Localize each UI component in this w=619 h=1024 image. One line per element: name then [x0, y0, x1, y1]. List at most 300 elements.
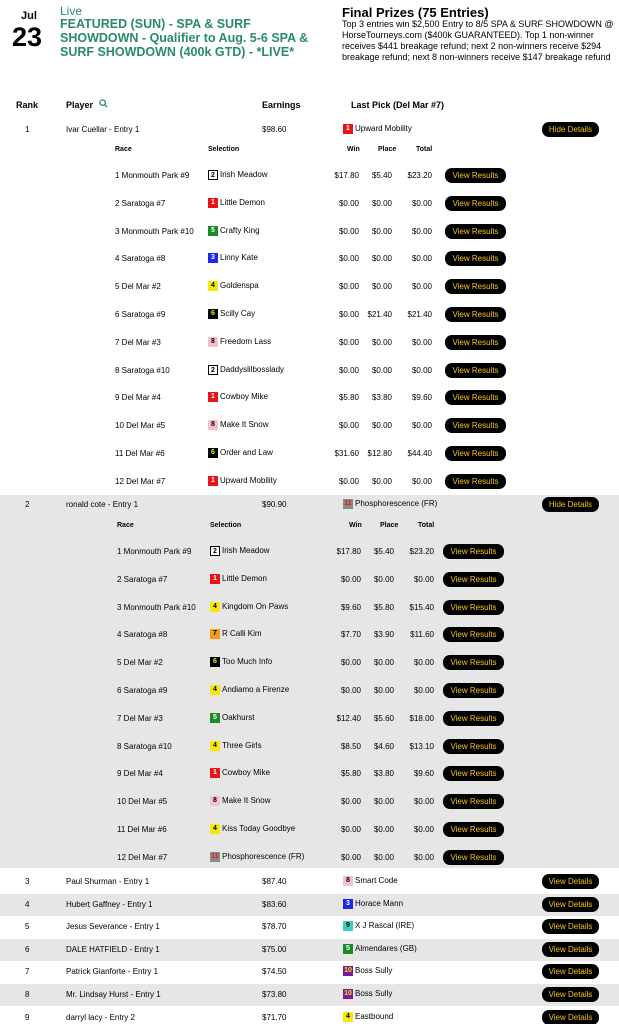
race-row [0, 850, 619, 870]
last-pick [343, 989, 392, 999]
win-amount: $5.80 [338, 393, 359, 403]
player-name[interactable]: darryl lacy - Entry 2 [66, 1013, 135, 1022]
total-amount: $13.10 [409, 741, 434, 751]
search-icon[interactable] [99, 99, 108, 108]
last-pick-horse: Smart Code [355, 876, 398, 886]
selection-horse: Andiamo a Firenze [222, 685, 290, 695]
selection-horse: Daddyslilbosslady [220, 364, 285, 374]
total-amount: $11.60 [410, 630, 434, 640]
total-amount: $0.00 [413, 574, 434, 584]
place-amount: $0.00 [371, 421, 392, 431]
total-amount: $23.20 [409, 547, 434, 556]
selection-horse: Irish Meadow [222, 546, 270, 556]
place-amount: $0.00 [371, 365, 392, 375]
place-amount: $0.00 [373, 686, 394, 695]
view-results-button[interactable]: View Results [445, 418, 506, 433]
win-amount: $5.80 [340, 769, 361, 779]
race-row [0, 168, 619, 188]
race-row [0, 711, 619, 731]
rank: 8 [25, 990, 30, 999]
view-results-button[interactable]: View Results [443, 739, 504, 754]
earnings: $71.70 [262, 1013, 287, 1022]
win-amount: $0.00 [340, 574, 361, 584]
selection [210, 574, 267, 584]
saddle-cloth-badge: 2 [208, 170, 218, 180]
race-name: 5 Del Mar #2 [115, 282, 161, 292]
saddle-cloth-badge: 4 [343, 1012, 353, 1022]
selection-horse: Too Much Info [222, 657, 273, 667]
view-results-button[interactable]: View Results [445, 196, 506, 211]
saddle-cloth-badge: 3 [343, 899, 353, 909]
selection-horse: Cowboy Mike [222, 768, 271, 778]
tournament-title: FEATURED (SUN) - SPA & SURF SHOWDOWN - Qualifier to Aug. 5-6 SPA & SURF SHOWDOWN (400k GTD) - *LIVE* [60, 17, 309, 59]
selection-horse: Phosphorescence (FR) [222, 851, 305, 861]
selection-horse: Three Girls [222, 740, 262, 750]
total-subheader: Total [416, 146, 433, 153]
place-amount: $12.80 [367, 449, 392, 458]
place-amount: $0.00 [373, 658, 394, 668]
place-amount: $0.00 [371, 476, 392, 486]
player-name[interactable]: ronald cote - Entry 1 [66, 500, 139, 509]
prizes-text: Top 3 entries win $2,500 Entry to 8/5 SPA & SURF SHOWDOWN @ HorseTourneys.com ($400k GUARANTEED). Top 1 non-winner receives $441 breakage refund; next 2 non-winners receive $294 breakage refund; next 8 non-winners receive $147 breakage refund [342, 19, 614, 62]
saddle-cloth-badge: 11 [344, 500, 352, 507]
selection [208, 420, 268, 430]
place-amount: $4.60 [373, 741, 394, 751]
earnings-column-header: Earnings [262, 100, 301, 110]
place-amount: $5.40 [371, 171, 392, 180]
place-subheader: Place [378, 146, 397, 153]
place-amount: $5.40 [373, 547, 394, 556]
rank: 3 [25, 877, 30, 886]
race-name: 7 Del Mar #3 [115, 337, 161, 347]
place-amount: $3.80 [373, 769, 394, 779]
place-amount: $0.00 [373, 852, 394, 862]
race-name: 3 Monmouth Park #10 [115, 226, 194, 236]
race-name: 1 Monmouth Park #9 [117, 547, 192, 556]
win-amount: $7.70 [340, 630, 361, 640]
selection [210, 546, 270, 556]
win-amount: $0.00 [340, 825, 361, 834]
selection-horse: Order and Law [220, 448, 273, 458]
player-name[interactable]: Paul Shurman - Entry 1 [66, 877, 150, 886]
place-amount: $0.00 [371, 198, 392, 208]
view-details-button[interactable]: View Details [542, 874, 599, 889]
race-row [0, 363, 619, 383]
last-pick [343, 899, 403, 909]
saddle-cloth-badge: 2 [210, 546, 220, 556]
last-pick-horse: X J Rascal (IRE) [355, 921, 415, 931]
saddle-cloth-badge: 2 [208, 365, 218, 375]
win-amount: $17.80 [334, 171, 359, 180]
earnings: $83.60 [262, 900, 287, 909]
last-pick-column-header: Last Pick (Del Mar #7) [351, 100, 445, 110]
selection-horse: Kiss Today Goodbye [222, 824, 296, 834]
race-name: 2 Saratoga #7 [115, 198, 166, 208]
race-name: 10 Del Mar #5 [115, 421, 166, 431]
race-subheader: Race [117, 522, 134, 529]
race-name: 5 Del Mar #2 [117, 658, 163, 668]
saddle-cloth-badge: 8 [208, 337, 218, 347]
view-results-button[interactable]: View Results [445, 446, 506, 461]
total-amount: $0.00 [413, 825, 434, 834]
place-amount: $0.00 [373, 797, 394, 807]
saddle-cloth-badge: 4 [210, 741, 220, 751]
rank: 9 [25, 1013, 30, 1022]
win-amount: $0.00 [340, 658, 361, 668]
total-amount: $0.00 [411, 476, 432, 486]
selection [208, 476, 277, 486]
selection [208, 392, 268, 402]
saddle-cloth-badge: 8 [210, 796, 220, 806]
saddle-cloth-badge: 5 [208, 226, 218, 236]
total-amount: $0.00 [411, 365, 432, 375]
race-name: 9 Del Mar #4 [117, 769, 163, 779]
race-row [0, 739, 619, 759]
place-amount: $0.00 [371, 254, 392, 264]
win-amount: $0.00 [338, 421, 359, 431]
win-amount: $0.00 [338, 198, 359, 208]
rank: 7 [25, 967, 30, 976]
selection [210, 657, 272, 667]
saddle-cloth-badge: 4 [210, 685, 220, 695]
view-results-button[interactable]: View Results [443, 544, 504, 559]
win-subheader: Win [349, 522, 362, 529]
view-results-button[interactable]: View Results [445, 224, 506, 239]
rank: 4 [25, 900, 30, 909]
saddle-cloth-badge: 3 [208, 253, 218, 263]
last-pick [343, 944, 417, 954]
last-pick [343, 499, 437, 509]
view-details-button[interactable]: View Details [542, 987, 599, 1002]
place-amount: $0.00 [373, 574, 394, 584]
earnings: $75.00 [262, 945, 287, 954]
race-name: 9 Del Mar #4 [115, 393, 161, 403]
saddle-cloth-badge: 4 [210, 602, 220, 612]
win-subheader: Win [347, 146, 360, 153]
win-amount: $0.00 [338, 337, 359, 347]
race-name: 12 Del Mar #7 [115, 476, 166, 486]
earnings: $74.50 [262, 967, 287, 976]
view-details-button[interactable]: View Details [542, 964, 599, 979]
earnings: $73.80 [262, 990, 287, 999]
rank: 6 [25, 945, 30, 954]
race-row [0, 196, 619, 216]
race-row [0, 279, 619, 299]
saddle-cloth-badge: 1 [210, 574, 220, 584]
rank: 2 [25, 500, 30, 509]
view-details-button[interactable]: View Details [542, 919, 599, 934]
total-amount: $0.00 [413, 852, 434, 862]
view-results-button[interactable]: View Results [445, 279, 506, 294]
last-pick-horse: Boss Sully [355, 989, 393, 999]
saddle-cloth-badge: 10 [344, 967, 352, 974]
selection [210, 685, 289, 695]
total-amount: $18.00 [409, 713, 434, 723]
last-pick-horse: Horace Mann [355, 899, 404, 909]
saddle-cloth-badge: 7 [210, 629, 220, 639]
view-results-button[interactable]: View Results [445, 474, 506, 489]
saddle-cloth-badge: 5 [343, 944, 353, 954]
place-amount: $3.90 [373, 630, 394, 640]
saddle-cloth-badge: 6 [208, 448, 218, 458]
total-amount: $9.60 [413, 769, 434, 779]
view-results-button[interactable]: View Results [443, 600, 504, 615]
race-name: 2 Saratoga #7 [117, 574, 168, 584]
race-name: 12 Del Mar #7 [117, 852, 168, 862]
view-results-button[interactable]: View Results [443, 655, 504, 670]
total-amount: $0.00 [413, 797, 434, 807]
selection-subheader: Selection [210, 522, 242, 529]
race-row [0, 544, 619, 564]
earnings: $87.40 [262, 877, 287, 886]
place-amount: $3.80 [371, 393, 392, 403]
player-name[interactable]: Mr. Lindsay Hurst - Entry 1 [66, 990, 161, 999]
race-name: 6 Saratoga #9 [115, 310, 166, 319]
selection [208, 448, 273, 458]
hide-details-button[interactable]: Hide Details [542, 122, 599, 137]
win-amount: $0.00 [340, 852, 361, 862]
last-pick-horse: Phosphorescence (FR) [355, 499, 438, 509]
last-pick [343, 1012, 393, 1022]
place-amount: $21.40 [367, 310, 392, 319]
total-amount: $0.00 [411, 226, 432, 236]
selection-horse: Kingdom On Paws [222, 601, 289, 611]
selection [208, 170, 268, 180]
leaderboard-row [0, 984, 619, 1006]
leaderboard-row [0, 871, 619, 893]
total-amount: $0.00 [411, 198, 432, 208]
place-amount: $5.80 [373, 602, 394, 612]
view-results-button[interactable]: View Results [443, 766, 504, 781]
hide-details-button[interactable]: Hide Details [542, 497, 599, 512]
race-row [0, 683, 619, 703]
saddle-cloth-badge: 9 [343, 921, 353, 931]
race-name: 4 Saratoga #8 [115, 254, 166, 264]
leaderboard-row [0, 894, 619, 916]
total-amount: $44.40 [407, 449, 432, 458]
last-pick-horse: Eastbound [355, 1012, 394, 1022]
saddle-cloth-badge: 1 [208, 476, 218, 486]
view-results-button[interactable]: View Results [445, 307, 506, 322]
selection [208, 281, 259, 291]
race-row [0, 794, 619, 814]
place-amount: $0.00 [373, 825, 394, 834]
win-amount: $9.60 [340, 602, 361, 612]
saddle-cloth-badge: 6 [208, 309, 218, 319]
race-name: 10 Del Mar #5 [117, 797, 168, 807]
saddle-cloth-badge: 10 [344, 990, 352, 997]
view-results-button[interactable]: View Results [445, 335, 506, 350]
leaderboard-row [0, 495, 619, 868]
place-subheader: Place [380, 522, 399, 529]
saddle-cloth-badge: 1 [343, 124, 353, 134]
win-amount: $0.00 [338, 226, 359, 236]
total-amount: $0.00 [411, 337, 432, 347]
race-name: 7 Del Mar #3 [117, 713, 163, 723]
view-results-button[interactable]: View Results [443, 572, 504, 587]
last-pick-horse: Boss Sully [355, 966, 393, 976]
selection [210, 852, 304, 862]
selection [210, 713, 254, 723]
rank: 1 [25, 125, 30, 134]
race-name: 4 Saratoga #8 [117, 630, 168, 640]
race-row [0, 307, 619, 327]
saddle-cloth-badge: 6 [210, 657, 220, 667]
race-row [0, 627, 619, 647]
date-day: 23 [12, 22, 43, 52]
selection-horse: Upward Mobility [220, 475, 277, 485]
selection-horse: Little Demon [220, 197, 265, 207]
race-row [0, 251, 619, 271]
win-amount: $8.50 [340, 741, 361, 751]
race-row [0, 224, 619, 244]
last-pick-horse: Upward Mobility [355, 124, 412, 134]
race-row [0, 572, 619, 592]
view-details-button[interactable]: View Details [542, 897, 599, 912]
selection [210, 602, 288, 612]
selection-horse: Make It Snow [222, 796, 271, 806]
win-amount: $0.00 [338, 310, 359, 319]
race-row [0, 418, 619, 438]
selection [208, 198, 265, 208]
selection-horse: Oakhurst [222, 712, 255, 722]
win-amount: $0.00 [340, 686, 361, 695]
saddle-cloth-badge: 1 [208, 198, 218, 208]
race-name: 6 Saratoga #9 [117, 686, 168, 695]
selection [208, 337, 271, 347]
selection [208, 226, 260, 236]
leaderboard-row [0, 939, 619, 961]
earnings: $78.70 [262, 922, 287, 931]
earnings: $98.60 [262, 125, 287, 134]
last-pick [343, 966, 392, 976]
selection [210, 629, 262, 639]
view-details-button[interactable]: View Details [542, 942, 599, 957]
total-amount: $0.00 [411, 421, 432, 431]
selection [210, 796, 270, 806]
view-results-button[interactable]: View Results [443, 683, 504, 698]
view-results-button[interactable]: View Results [445, 168, 506, 183]
saddle-cloth-badge: 8 [343, 876, 353, 886]
race-name: 8 Saratoga #10 [115, 365, 170, 375]
win-amount: $0.00 [340, 797, 361, 807]
total-amount: $0.00 [413, 686, 434, 695]
player-name[interactable]: Patrick Gianforte - Entry 1 [66, 967, 159, 976]
selection [208, 253, 258, 263]
player-name[interactable]: Jesus Severance - Entry 1 [66, 922, 160, 931]
selection [210, 741, 262, 751]
race-row [0, 474, 619, 494]
view-results-button[interactable]: View Results [445, 251, 506, 266]
selection [208, 365, 284, 375]
rank-column-header: Rank [16, 100, 39, 110]
win-amount: $0.00 [338, 365, 359, 375]
race-name: 11 Del Mar #6 [115, 449, 165, 458]
player-column-header: Player [66, 100, 94, 110]
view-results-button[interactable]: View Results [445, 390, 506, 405]
race-name: 11 Del Mar #6 [117, 825, 167, 834]
prizes-title: Final Prizes (75 Entries) [342, 5, 489, 20]
total-amount: $15.40 [409, 602, 434, 612]
view-results-button[interactable]: View Results [445, 363, 506, 378]
last-pick-horse: Almendares (GB) [355, 944, 417, 954]
view-results-button[interactable]: View Results [443, 850, 504, 865]
selection-horse: Freedom Lass [220, 336, 272, 346]
leaderboard-row [0, 961, 619, 983]
leaderboard-row [0, 1007, 619, 1024]
race-row [0, 390, 619, 410]
selection [210, 824, 295, 834]
selection-horse: Cowboy Mike [220, 392, 269, 402]
win-amount: $17.80 [336, 547, 361, 556]
win-amount: $31.60 [334, 449, 359, 458]
total-amount: $21.40 [407, 310, 432, 319]
selection-horse: Crafty King [220, 225, 260, 235]
view-results-button[interactable]: View Results [443, 711, 504, 726]
rank: 5 [25, 922, 30, 931]
selection-horse: R Calli Kim [222, 629, 262, 639]
race-name: 8 Saratoga #10 [117, 741, 172, 751]
race-subheader: Race [115, 146, 132, 153]
earnings: $90.90 [262, 500, 287, 509]
saddle-cloth-badge: 1 [208, 392, 218, 402]
view-results-button[interactable]: View Results [443, 627, 504, 642]
race-name: 3 Monmouth Park #10 [117, 602, 196, 612]
win-amount: $0.00 [338, 254, 359, 264]
race-row [0, 822, 619, 842]
saddle-cloth-badge: 4 [208, 281, 218, 291]
selection-horse: Linny Kate [220, 253, 258, 263]
selection-horse: Scilly Cay [220, 309, 256, 319]
last-pick [343, 124, 412, 134]
tournament-header [0, 0, 619, 72]
player-name[interactable]: Hubert Gaffney - Entry 1 [66, 900, 153, 909]
saddle-cloth-badge: 1 [210, 768, 220, 778]
place-amount: $0.00 [371, 337, 392, 347]
leaderboard-row [0, 916, 619, 938]
total-amount: $0.00 [413, 658, 434, 668]
total-amount: $9.60 [411, 393, 432, 403]
race-row [0, 766, 619, 786]
player-name[interactable]: Ivar Cuellar - Entry 1 [66, 125, 140, 134]
total-amount: $0.00 [411, 254, 432, 264]
selection [210, 768, 270, 778]
place-amount: $0.00 [371, 226, 392, 236]
saddle-cloth-badge: 5 [210, 713, 220, 723]
selection-horse: Irish Meadow [220, 170, 268, 180]
view-details-button[interactable]: View Details [542, 1010, 599, 1024]
view-results-button[interactable]: View Results [443, 822, 504, 837]
win-amount: $0.00 [338, 476, 359, 486]
leaderboard-row [0, 120, 619, 492]
race-row [0, 600, 619, 620]
player-name[interactable]: DALE HATFIELD - Entry 1 [66, 945, 160, 954]
selection [208, 309, 255, 319]
selection-horse: Make It Snow [220, 420, 269, 430]
saddle-cloth-badge: 11 [211, 852, 219, 860]
place-amount: $5.60 [373, 713, 394, 723]
race-name: 1 Monmouth Park #9 [115, 171, 190, 180]
win-amount: $0.00 [338, 282, 359, 292]
race-row [0, 655, 619, 675]
view-results-button[interactable]: View Results [443, 794, 504, 809]
saddle-cloth-badge: 8 [208, 420, 218, 430]
date-month: Jul [21, 10, 37, 22]
saddle-cloth-badge: 4 [210, 824, 220, 834]
live-status: Live [60, 4, 83, 18]
selection-horse: Little Demon [222, 573, 267, 583]
race-row [0, 335, 619, 355]
